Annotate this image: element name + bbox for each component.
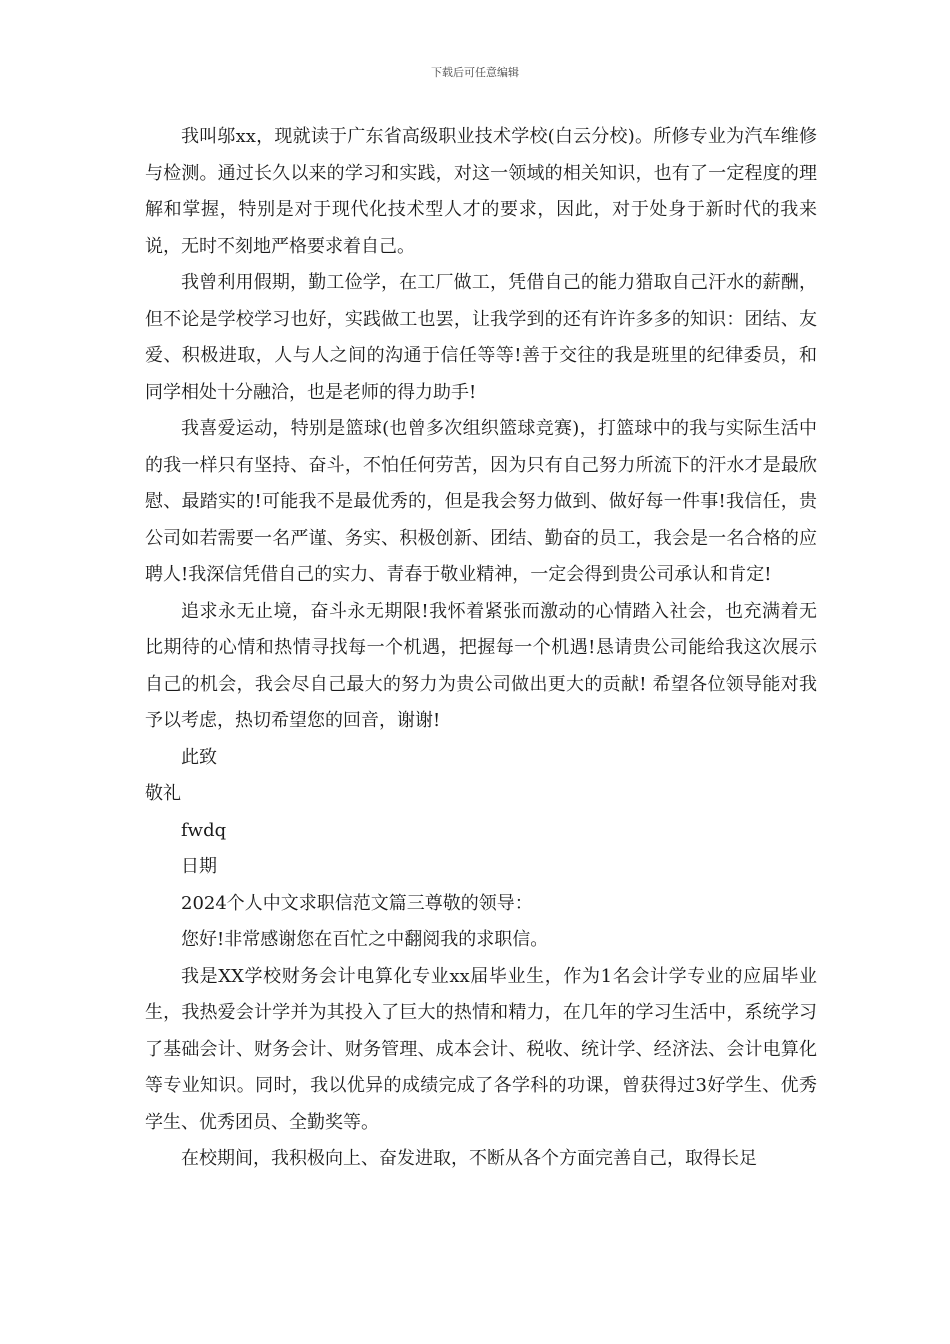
section-title: 2024个人中文求职信范文篇三尊敬的领导： xyxy=(181,892,533,914)
letter-body xyxy=(145,119,817,1178)
signature-name: fwdq xyxy=(181,819,227,841)
signature-date: 日期 xyxy=(181,856,217,877)
paragraph-sports: 我喜爱运动，特别是篮球(也曾多次组织篮球竞赛)，打篮球中的我与实际生活中的我一样只有坚持、奋斗，不怕任何劳苦，因为只有自己努力所流下的汗水才是最欣慰、最踏实的!可能我不是最优秀的，但是我会努力做到、做好每一件事!我信任，贵公司如若需要一名严谨、务实、积极创新、团结、勤奋的员工，我会是一名合格的应聘人!我深信凭借自己的实力、青春于敬业精神，一定会得到贵公司承认和肯定! xyxy=(145,418,817,585)
greeting-line: 您好!非常感谢您在百忙之中翻阅我的求职信。 xyxy=(181,929,549,950)
paragraph-campus: 在校期间，我积极向上、奋发进取，不断从各个方面完善自己，取得长足 xyxy=(181,1148,757,1169)
closing-salutation: 此致 xyxy=(181,746,217,768)
paragraph-education: 我是XX学校财务会计电算化专业xx届毕业生，作为1名会计学专业的应届毕业生，我热爱会计学并为其投入了巨大的热情和精力，在几年的学习生活中，系统学习了基础会计、财务会计、财务管理、成本会计、税收、统计学、经济法、会计电算化等专业知识。同时，我以优异的成绩完成了各学科的功课，曾获得过3好学生、优秀学生、优秀团员、全勤奖等。 xyxy=(145,965,817,1133)
closing-regards: 敬礼 xyxy=(145,783,181,804)
paragraph-pursuit: 追求永无止境，奋斗永无期限!我怀着紧张而激动的心情踏入社会，也充满着无比期待的心情和热情寻找每一个机遇，把握每一个机遇!恳请贵公司能给我这次展示自己的机会，我会尽自己最大的努力为贵公司做出更大的贡献! 希望各位领导能对我予以考虑，热切希望您的回音，谢谢! xyxy=(145,600,817,731)
paragraph-work-study: 我曾利用假期，勤工俭学，在工厂做工，凭借自己的能力猎取自己汗水的薪酬，但不论是学校学习也好，实践做工也罢，让我学到的还有许许多多的知识：团结、友爱、积极进取，人与人之间的沟通于信任等等!善于交往的我是班里的纪律委员，和同学相处十分融洽，也是老师的得力助手! xyxy=(145,272,817,403)
page-header: 下载后可任意编辑 xyxy=(431,66,519,79)
paragraph-intro: 我叫邬xx，现就读于广东省高级职业技术学校(白云分校)。所修专业为汽车维修与检测。通过长久以来的学习和实践，对这一领域的相关知识，也有了一定程度的理解和掌握，特别是对于现代化技术型人才的要求，因此，对于处身于新时代的我来说，无时不刻地严格要求着自己。 xyxy=(145,126,817,257)
